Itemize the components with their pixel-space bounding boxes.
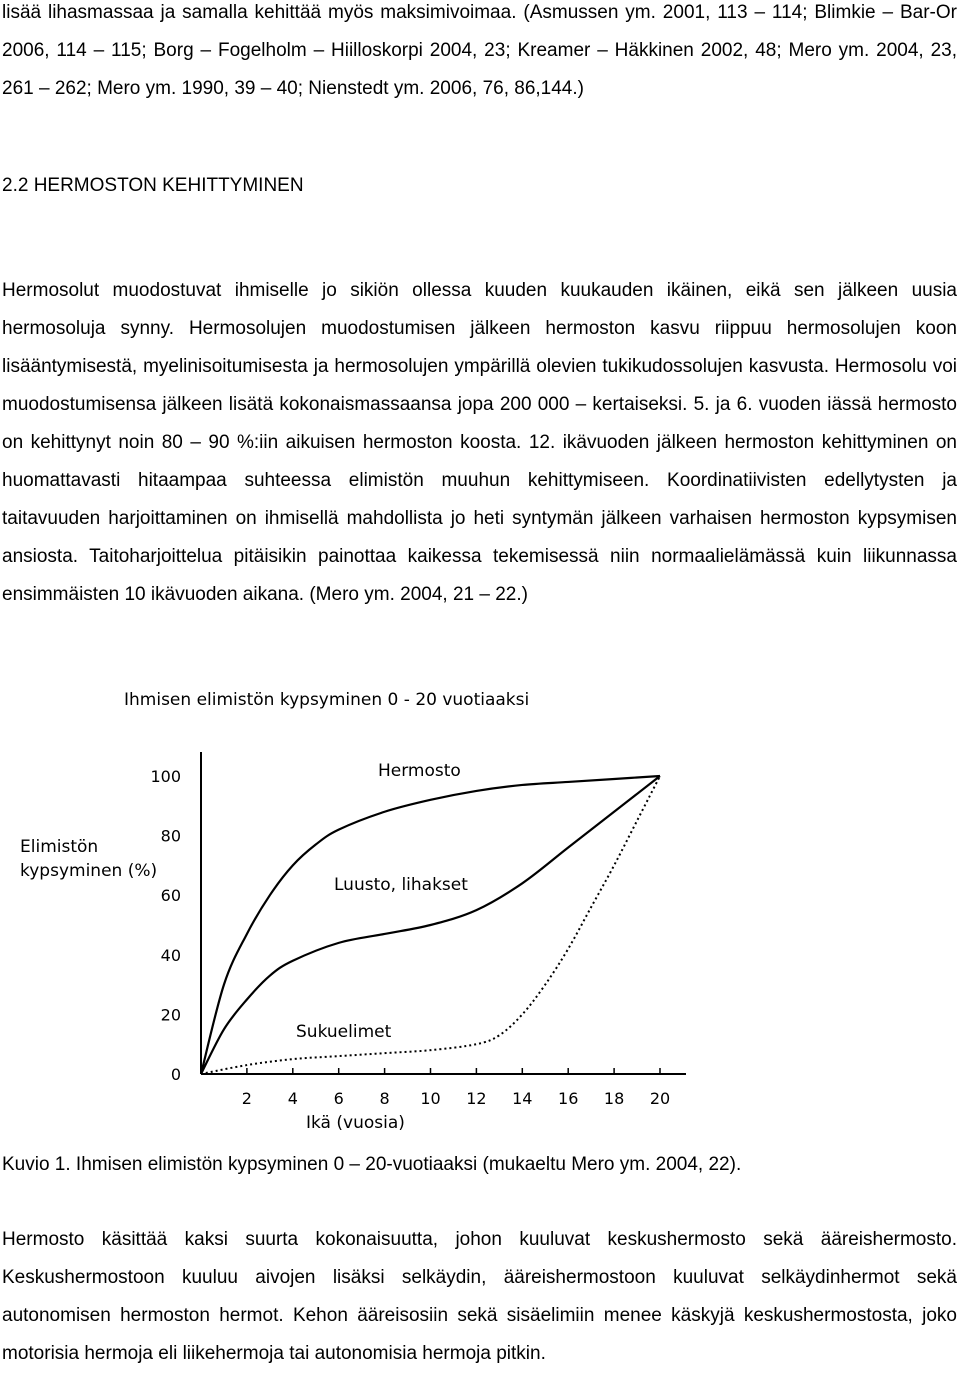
paragraph-nervous-structure: Hermosto käsittää kaksi suurta kokonaisuutta, johon kuuluvat keskushermosto sekä ääreishermosto. Keskushermostoon kuuluu aivojen lisäksi selkäydin, ääreishermostoon kuuluvat selkäydinhermot sekä autonomisen hermoston hermot. Kehon ääreisosiin sekä sisäelimiin menee käskyjä keskushermostosta, joko motorisia hermoja eli liikehermoja tai autonomisia hermoja pitkin. — [2, 1229, 957, 1364]
y-tick-label: 20 — [160, 1005, 181, 1025]
chart-axes — [201, 752, 686, 1074]
x-tick-label: 10 — [420, 1089, 441, 1108]
x-tick-label: 20 — [649, 1089, 671, 1108]
paragraph-nervous-development: Hermosolut muodostuvat ihmiselle jo sikiön ollessa kuuden kuukauden ikäinen, eikä sen jälkeen uusia hermosoluja synny. Hermosolujen muodostumisen jälkeen hermoston kasvu riippuu hermosolujen koon lisääntymisestä, myelinisoitumisesta ja hermosolujen ympärillä olevien tukikudossolujen kasvusta. Hermosolu voi muodostumisensa jälkeen lisätä kokonaismassaansa jopa 200 000 – kertaiseksi. 5. ja 6. vuoden iässä hermosto on kehittynyt noin 80 – 90 %:iin aikuisen hermoston koosta. 12. ikävuoden jälkeen hermoston kehittyminen on huomattavasti hitaampaa suhteessa elimistön muuhun kehittymiseen. Koordinatiivisten edellytysten ja taitavuuden harjoittaminen on ihmisellä mahdollista jo heti syntymän jälkeen varhaisen hermoston kypsymisen ansiosta. Taitoharjoittelua pitäisikin painottaa kaikessa tekemisessä niin normaalielämässä kuin liikunnassa ensimmäisten 10 ikävuoden aikana. (Mero ym. 2004, 21 – 22.) — [2, 280, 957, 605]
y-tick-label: 80 — [160, 826, 181, 846]
series-label-1: Luusto, lihakset — [334, 875, 468, 895]
figure-caption: Kuvio 1. Ihmisen elimistön kypsyminen 0 – 20-vuotiaaksi (mukaeltu Mero ym. 2004, 22). — [2, 1154, 742, 1175]
series-labels — [296, 761, 468, 1042]
x-tick-label: 6 — [333, 1089, 344, 1108]
x-axis-label: Ikä (vuosia) — [306, 1113, 405, 1133]
y-tick-labels — [150, 767, 181, 1084]
figure-maturation-chart — [0, 680, 960, 1140]
section-heading: 2.2 HERMOSTON KEHITTYMINEN — [2, 175, 304, 196]
chart-title: Ihmisen elimistön kypsyminen 0 - 20 vuotiaaksi — [124, 690, 530, 710]
x-tick-label: 14 — [512, 1089, 533, 1108]
y-tick-label: 0 — [170, 1065, 181, 1084]
x-tick-label: 16 — [558, 1089, 579, 1108]
y-tick-label: 40 — [160, 945, 181, 965]
y-axis-label-line-1: Elimistön — [20, 837, 99, 857]
series-line-1 — [201, 776, 660, 1074]
series-label-2: Sukuelimet — [296, 1022, 392, 1042]
series-label-0: Hermosto — [378, 761, 461, 781]
maturation-chart — [0, 680, 960, 1140]
x-tick-label: 8 — [379, 1089, 390, 1108]
chart-series — [201, 776, 660, 1074]
x-tick-label: 12 — [466, 1089, 487, 1108]
paragraph-intro: lisää lihasmassaa ja samalla kehittää myös maksimivoimaa. (Asmussen ym. 2001, 113 – 114; Blimkie – Bar-Or 2006, 114 – 115; Borg – Fogelholm – Hiilloskorpi 2004, 23; Kreamer – Häkkinen 2002, 48; Mero ym. 2004, 23, 261 – 262; Mero ym. 1990, 39 – 40; Nienstedt ym. 2006, 76, 86,144.) — [2, 2, 957, 99]
y-axis-label-line-2: kypsyminen (%) — [20, 861, 158, 881]
x-tick-label: 4 — [287, 1089, 298, 1108]
x-tick-label: 2 — [241, 1089, 252, 1108]
y-tick-label: 60 — [160, 886, 181, 906]
x-tick-label: 18 — [603, 1089, 625, 1108]
y-tick-label: 100 — [150, 767, 181, 786]
